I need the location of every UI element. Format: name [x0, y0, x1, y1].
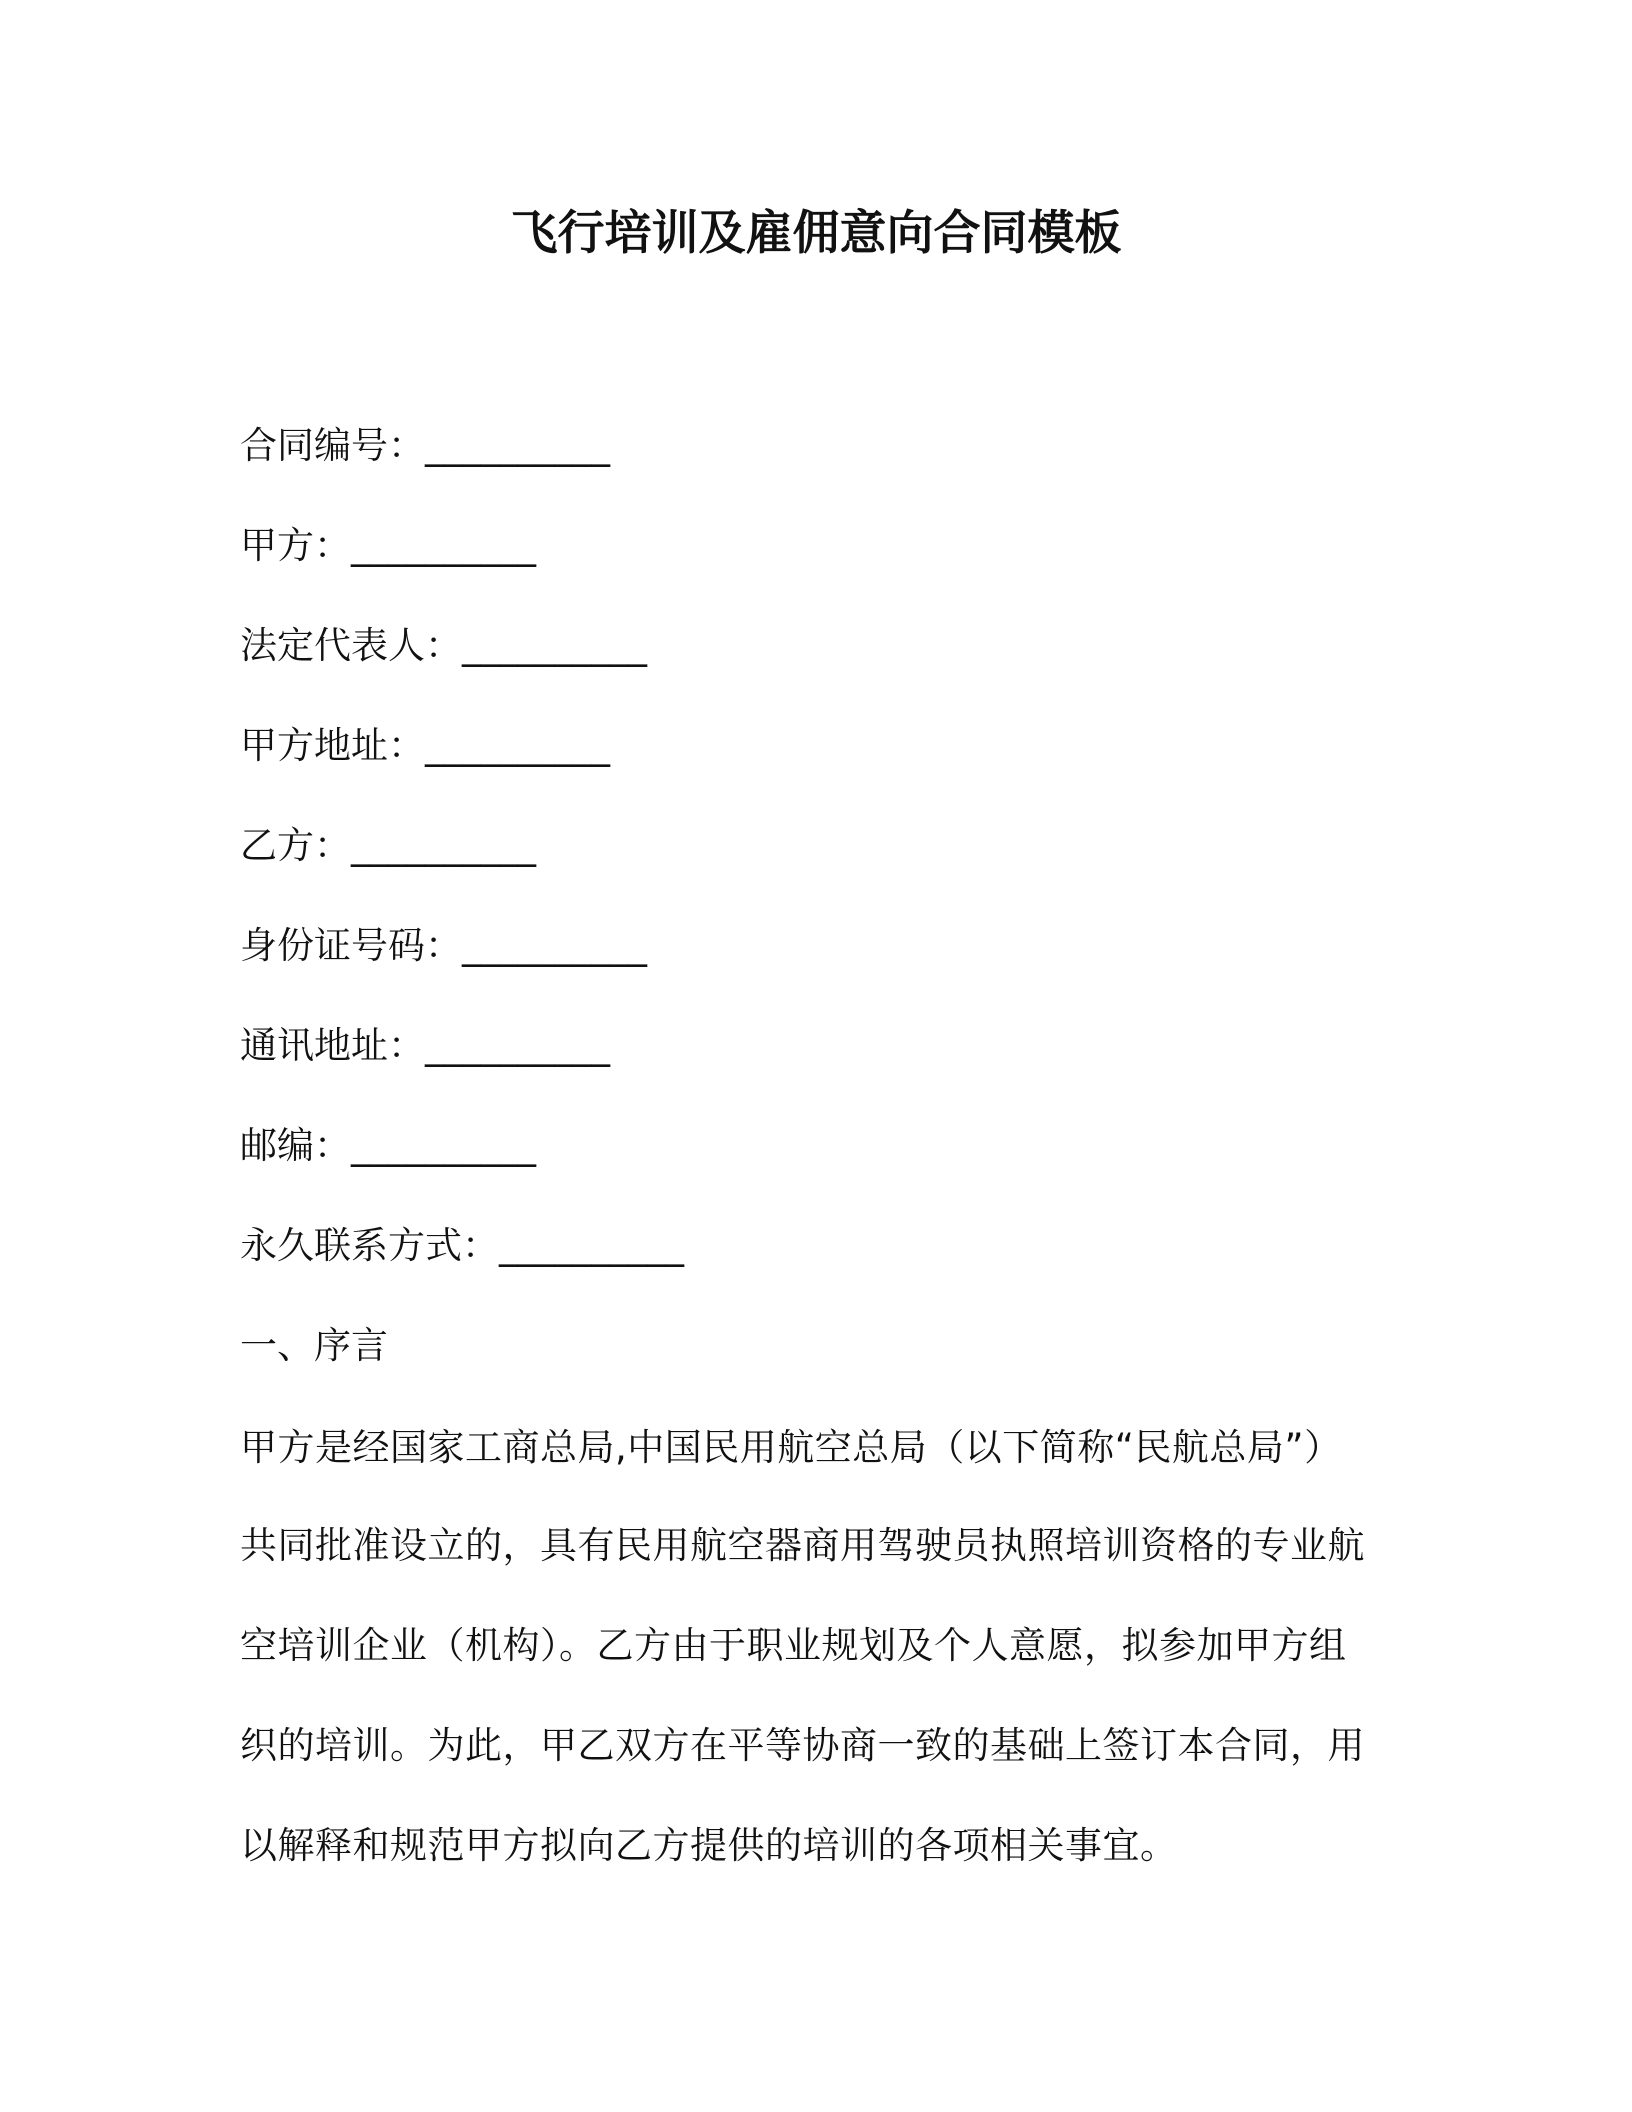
- paragraph-line: 甲方是经国家工商总局,中国民用航空总局（以下简称“民航总局”）: [240, 1426, 1342, 1469]
- field-contract-number: 合同编号：__________: [240, 424, 610, 467]
- field-party-a: 甲方：__________: [240, 524, 536, 567]
- paragraph-line: 织的培训。为此，甲乙双方在平等协商一致的基础上签订本合同，用: [240, 1724, 1365, 1767]
- paragraph-line: 空培训企业（机构）。乙方由于职业规划及个人意愿，拟参加甲方组: [240, 1624, 1347, 1667]
- field-id-number: 身份证号码：__________: [240, 924, 647, 967]
- field-party-a-address: 甲方地址：__________: [240, 724, 610, 767]
- field-postal-code: 邮编：__________: [240, 1124, 536, 1167]
- document-title: 飞行培训及雇佣意向合同模板: [510, 206, 1122, 261]
- paragraph-line: 以解释和规范甲方拟向乙方提供的培训的各项相关事宜。: [240, 1824, 1178, 1867]
- field-mailing-address: 通讯地址：__________: [240, 1024, 610, 1067]
- field-party-b: 乙方：__________: [240, 824, 536, 867]
- field-permanent-contact: 永久联系方式：__________: [240, 1224, 684, 1267]
- paragraph-line: 共同批准设立的，具有民用航空器商用驾驶员执照培训资格的专业航: [240, 1524, 1365, 1567]
- section-heading-preface: 一、序言: [240, 1324, 388, 1367]
- field-legal-representative: 法定代表人：__________: [240, 624, 647, 667]
